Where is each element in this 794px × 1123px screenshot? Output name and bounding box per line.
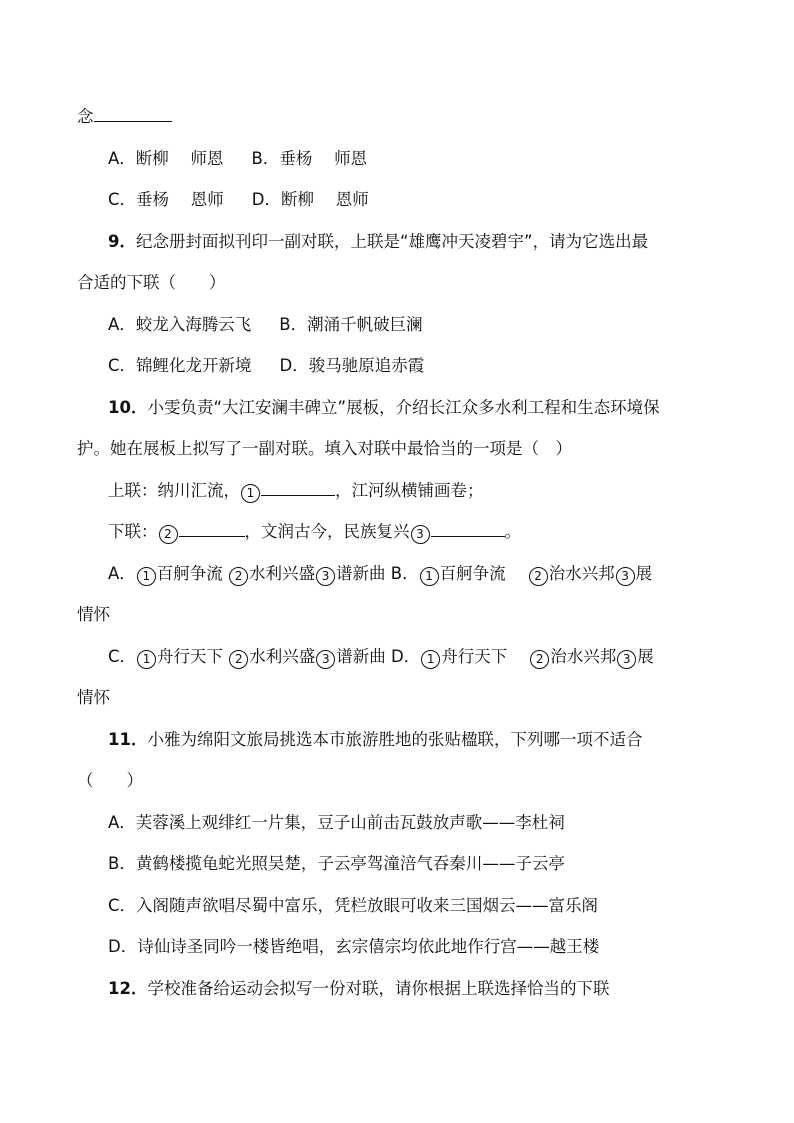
text-line bbox=[77, 604, 734, 626]
line-text: 合适的下联（ ） bbox=[77, 273, 226, 292]
circled-number: 1 bbox=[137, 567, 156, 586]
option-label-d: D． bbox=[251, 190, 281, 209]
question-10 bbox=[108, 397, 734, 419]
couplet-label: 上联： bbox=[108, 481, 158, 500]
question-number: 10． bbox=[108, 398, 148, 417]
text-line bbox=[77, 438, 734, 460]
option-text-d: 骏马驰原追赤霞 bbox=[308, 356, 425, 375]
option-text: 百舸争流 bbox=[439, 564, 506, 583]
option-text: 舟行天下 bbox=[441, 647, 508, 666]
option-line bbox=[108, 812, 734, 834]
couplet-upper bbox=[108, 480, 734, 503]
question-text: 小雅为绵阳文旅局挑选本市旅游胜地的张贴楹联，下列哪一项不适合 bbox=[147, 730, 643, 749]
couplet-text: ，文润古今，民族复兴 bbox=[244, 522, 410, 541]
couplet-text: ，江河纵横铺画卷； bbox=[335, 481, 484, 500]
line-text: 念 bbox=[77, 107, 94, 126]
option-label-d: D． bbox=[279, 356, 309, 375]
question-12 bbox=[108, 978, 734, 1000]
couplet-lower bbox=[108, 521, 734, 544]
line-text: 情怀 bbox=[77, 605, 110, 624]
option-label-d: D． bbox=[391, 647, 421, 666]
option-line bbox=[108, 148, 734, 170]
circled-number: 1 bbox=[137, 650, 156, 669]
option-text: 水利兴盛 bbox=[249, 564, 316, 583]
couplet-text: 纳川汇流， bbox=[157, 481, 240, 500]
option-text: 谱新曲 bbox=[336, 564, 386, 583]
circled-number: 2 bbox=[159, 525, 178, 544]
circled-number: 1 bbox=[241, 484, 260, 503]
circled-number: 2 bbox=[530, 650, 549, 669]
circled-number: 2 bbox=[529, 567, 548, 586]
question-11 bbox=[108, 729, 734, 751]
option-label-a: A． bbox=[108, 149, 136, 168]
option-text: 谱新曲 bbox=[336, 647, 386, 666]
option-line bbox=[108, 314, 734, 336]
option-label-c: C． bbox=[108, 896, 137, 915]
circled-number: 3 bbox=[617, 650, 636, 669]
question-number: 11． bbox=[108, 730, 148, 749]
option-line bbox=[108, 563, 734, 586]
option-text-c: 垂杨 恩师 bbox=[136, 190, 224, 209]
option-line bbox=[108, 189, 734, 211]
option-label-c: C． bbox=[108, 356, 137, 375]
option-text: 水利兴盛 bbox=[249, 647, 316, 666]
text-line bbox=[77, 770, 734, 792]
question-text: 小雯负责“大江安澜丰碑立”展板，介绍长江众多水利工程和生态环境保 bbox=[147, 398, 660, 417]
option-text: 百舸争流 bbox=[156, 564, 223, 583]
option-text: 舟行天下 bbox=[157, 647, 224, 666]
circled-number: 3 bbox=[316, 567, 335, 586]
option-text: 治水兴邦 bbox=[548, 564, 615, 583]
couplet-label: 下联： bbox=[108, 522, 158, 541]
question-text: 学校准备给运动会拟写一份对联，请你根据上联选择恰当的下联 bbox=[147, 979, 610, 998]
option-label-b: B． bbox=[108, 854, 136, 873]
circled-number: 3 bbox=[316, 650, 335, 669]
option-text: 诗仙诗圣同吟一楼皆绝唱，玄宗僖宗均依此地作行宫——越王楼 bbox=[137, 937, 600, 956]
option-label-a: A． bbox=[108, 564, 136, 583]
answer-blank bbox=[431, 522, 505, 537]
option-text-a: 断柳 师恩 bbox=[135, 149, 224, 168]
circled-number: 1 bbox=[421, 650, 440, 669]
line-text: 护。她在展板上拟写了一副对联。填入对联中最恰当的一项是（ ） bbox=[77, 439, 572, 458]
option-text-c: 锦鲤化龙开新境 bbox=[136, 356, 252, 375]
circled-number: 1 bbox=[420, 567, 439, 586]
option-text-d: 断柳 恩师 bbox=[281, 190, 369, 209]
circled-number: 2 bbox=[229, 650, 248, 669]
option-text: 展 bbox=[637, 647, 654, 666]
option-label-a: A． bbox=[108, 315, 136, 334]
option-line bbox=[108, 355, 734, 377]
option-text: 芙蓉溪上观绯红一片集，豆子山前击瓦鼓放声歌——李杜祠 bbox=[135, 813, 565, 832]
couplet-text: 。 bbox=[504, 522, 521, 541]
question-9 bbox=[108, 231, 734, 253]
option-label-a: A． bbox=[108, 813, 136, 832]
text-line bbox=[77, 106, 734, 128]
circled-number: 3 bbox=[616, 567, 635, 586]
question-text: 纪念册封面拟刊印一副对联，上联是“雄鹰冲天凌碧宇”，请为它选出最 bbox=[135, 232, 649, 251]
option-text-b: 垂杨 师恩 bbox=[279, 149, 368, 168]
option-text: 展 bbox=[635, 564, 653, 583]
answer-blank bbox=[261, 481, 335, 496]
option-line bbox=[108, 646, 734, 669]
option-text: 治水兴邦 bbox=[550, 647, 617, 666]
line-text: 情怀 bbox=[77, 688, 110, 707]
circled-number: 3 bbox=[411, 525, 430, 544]
text-line bbox=[77, 272, 734, 294]
option-label-b: B． bbox=[390, 564, 419, 583]
option-text-b: 潮涌千帆破巨澜 bbox=[307, 315, 423, 334]
option-label-c: C． bbox=[108, 190, 137, 209]
answer-blank bbox=[179, 522, 245, 537]
option-line bbox=[108, 936, 734, 958]
text-line bbox=[77, 687, 734, 709]
option-text-a: 蛟龙入海腾云飞 bbox=[135, 315, 252, 334]
circled-number: 2 bbox=[229, 567, 248, 586]
option-line bbox=[108, 853, 734, 875]
question-number: 9． bbox=[108, 232, 136, 251]
option-label-b: B． bbox=[251, 149, 280, 168]
option-text: 入阁随声欲唱尽蜀中富乐，凭栏放眼可收来三国烟云——富乐阁 bbox=[136, 896, 599, 915]
option-label-b: B． bbox=[279, 315, 308, 334]
line-text: （ ） bbox=[77, 771, 143, 790]
answer-blank bbox=[94, 107, 172, 122]
question-number: 12． bbox=[108, 979, 148, 998]
option-text: 黄鹤楼揽龟蛇光照吴楚，子云亭驾潼涪气吞秦川——子云亭 bbox=[135, 854, 565, 873]
option-line bbox=[108, 895, 734, 917]
option-label-c: C． bbox=[108, 647, 137, 666]
option-label-d: D． bbox=[108, 937, 138, 956]
